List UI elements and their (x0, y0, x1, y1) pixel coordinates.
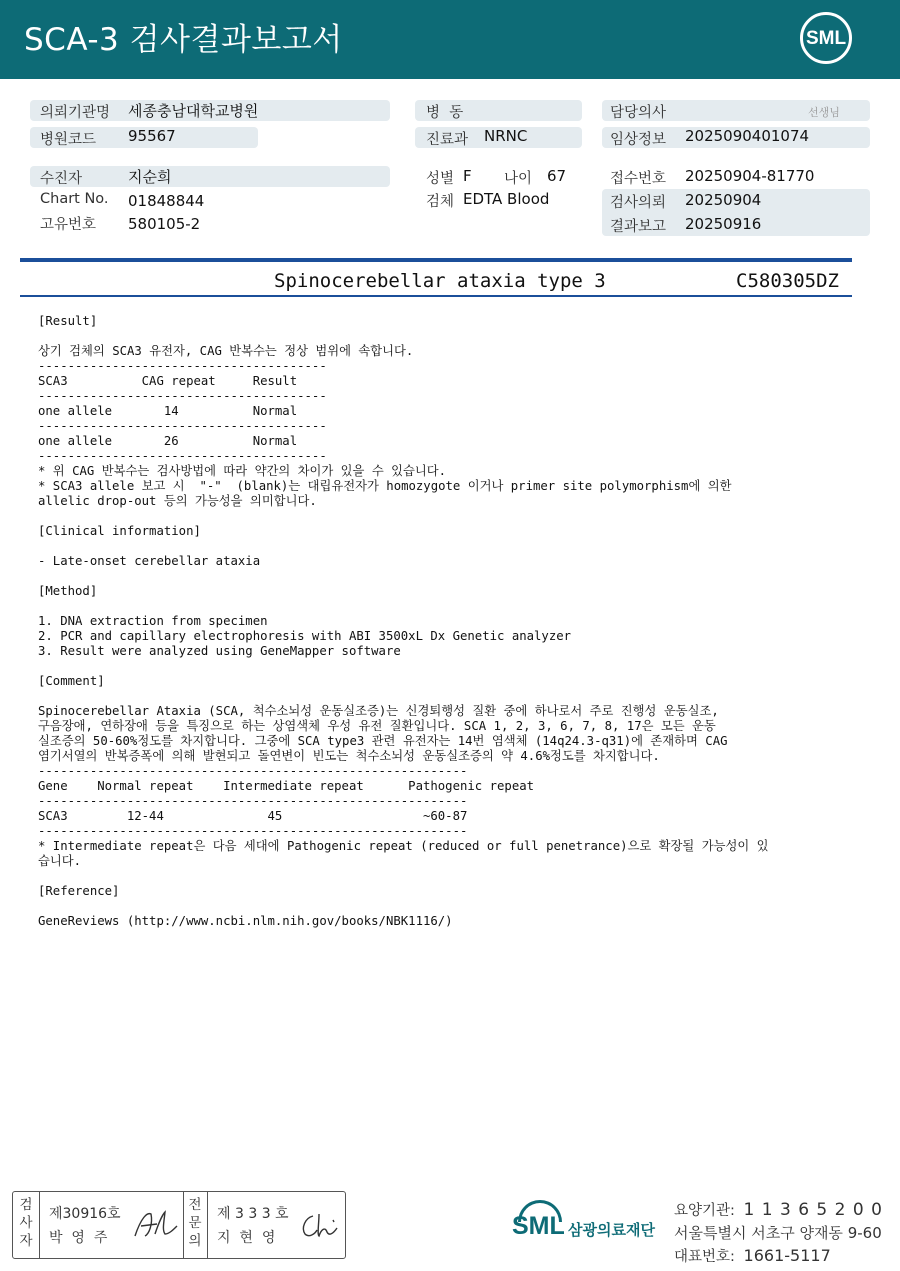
specialist-name: 지 현 영 (217, 1230, 276, 1246)
stamp-divider (39, 1192, 40, 1258)
report-line: 1. DNA extraction from specimen (38, 614, 268, 628)
report-line (38, 689, 769, 704)
report-line: * 위 CAG 반복수는 검사방법에 따라 약간의 차이가 있을 수 있습니다. (38, 464, 447, 478)
report-line: ---------------------------------------------------------- (38, 824, 468, 838)
sex-label: 성별 (426, 171, 455, 187)
care-code: 요양기관: 1 1 3 6 5 2 0 0 (674, 1200, 883, 1220)
doctor-label: 담당의사 (610, 105, 667, 121)
report-line: SCA3 12-44 45 ~60-87 (38, 809, 468, 823)
report-date-label: 결과보고 (610, 219, 667, 235)
receipt-value: 20250904-81770 (685, 167, 815, 185)
report-line: 습니다. (38, 854, 82, 868)
specialist-vertical-label: 전 문 의 (188, 1197, 202, 1249)
report-date-value: 20250916 (685, 215, 762, 233)
stamp-divider (207, 1192, 208, 1258)
report-line: * Intermediate repeat은 다음 세대에 Pathogenic repeat (reduced or full penetrance)으로 확장될 가능성이 있 (38, 839, 769, 853)
examiner-signature (131, 1208, 181, 1242)
report-line: [Result] (38, 314, 98, 328)
report-line: Gene Normal repeat Intermediate repeat Pathogenic repeat (38, 779, 535, 793)
report-line: 2. PCR and capillary electrophoresis with ABI 3500xL Dx Genetic analyzer (38, 629, 572, 643)
report-line: - Late-onset cerebellar ataxia (38, 554, 261, 568)
institution-value: 세종충남대학교병원 (128, 102, 259, 120)
signature-stamp (12, 1191, 346, 1259)
id-value: 580105-2 (128, 215, 201, 233)
phone: 대표번호: 1661-5117 (674, 1246, 831, 1265)
report-line (38, 569, 769, 584)
report-line: --------------------------------------- (38, 449, 327, 463)
age-value: 67 (547, 167, 567, 185)
dept-value: NRNC (484, 127, 528, 145)
examiner-vertical-label: 검 사 자 (19, 1197, 33, 1249)
report-line: [Comment] (38, 674, 105, 688)
report-line (38, 599, 769, 614)
patient-field (30, 166, 390, 187)
patient-label: 수진자 (40, 171, 83, 187)
report-line: --------------------------------------- (38, 419, 327, 433)
title-underline (20, 295, 852, 297)
patient-value: 지순희 (128, 168, 172, 186)
section-divider (20, 258, 852, 262)
dept-label: 진료과 (426, 132, 469, 148)
clinical-value: 2025090401074 (685, 127, 810, 145)
report-line: --------------------------------------- (38, 389, 327, 403)
stamp-divider (183, 1192, 184, 1258)
report-line: 염기서열의 반복증폭에 의해 발현되고 돌연변이 빈도는 척수소뇌성 운동실조증의 약 4.6%정도를 차지합니다. (38, 749, 660, 763)
report-line: 3. Result were analyzed using GeneMapper software (38, 644, 401, 658)
report-line: ---------------------------------------------------------- (38, 764, 468, 778)
report-line: [Reference] (38, 884, 120, 898)
address: 서울특별시 서초구 양재동 9-60 (674, 1224, 882, 1242)
report-line: 상기 검체의 SCA3 유전자, CAG 반복수는 정상 범위에 속합니다. (38, 344, 414, 358)
sml-logo-text: SML (805, 28, 847, 49)
report-line: allelic drop-out 등의 가능성을 의미합니다. (38, 494, 317, 508)
request-label: 검사의뢰 (610, 195, 667, 211)
chart-label: Chart No. (40, 191, 109, 207)
report-title: SCA-3 검사결과보고서 (24, 22, 343, 58)
specimen-label: 검체 (426, 194, 455, 210)
report-line: 구음장애, 연하장애 등을 특징으로 하는 상염색체 우성 유전 질환입니다. SCA 1, 2, 3, 6, 7, 8, 17은 모든 운동 (38, 719, 716, 733)
request-value: 20250904 (685, 191, 762, 209)
sml-logo (800, 12, 852, 64)
age-label: 나이 (504, 171, 533, 187)
report-line (38, 659, 769, 674)
report-line: --------------------------------------- (38, 359, 327, 373)
report-line: Spinocerebellar Ataxia (SCA, 척수소뇌성 운동실조증)는 신경퇴행성 질환 중에 하나로서 주로 진행성 운동실조, (38, 704, 719, 718)
report-line: one allele 26 Normal (38, 434, 298, 448)
report-line: ---------------------------------------------------------- (38, 794, 468, 808)
footer-logo-text: SML (512, 1212, 565, 1240)
test-code: C580305DZ (736, 270, 839, 292)
report-line (38, 869, 769, 884)
report-line: [Clinical information] (38, 524, 201, 538)
clinical-label: 임상정보 (610, 132, 667, 148)
sex-value: F (463, 167, 472, 185)
specimen-value: EDTA Blood (463, 190, 550, 208)
examiner-license: 제30916호 (49, 1206, 121, 1222)
report-line (38, 509, 769, 524)
report-line: * SCA3 allele 보고 시 "-" (blank)는 대립유전자가 homozygote 이거나 primer site polymorphism에 의한 (38, 479, 732, 493)
report-line: GeneReviews (http://www.ncbi.nlm.nih.gov/books/NBK1116/) (38, 914, 453, 928)
specialist-license: 제 3 3 3 호 (217, 1206, 289, 1222)
doctor-value: 선생님 (808, 106, 840, 119)
test-name: Spinocerebellar ataxia type 3 (274, 270, 606, 292)
footer-org-name: 삼광의료재단 (568, 1221, 655, 1239)
report-line: SCA3 CAG repeat Result (38, 374, 298, 388)
report-line (38, 539, 769, 554)
hospital-code-value: 95567 (128, 127, 176, 145)
ward-label: 병 동 (426, 105, 464, 121)
report-line (38, 329, 769, 344)
report-body (38, 314, 769, 929)
report-line: [Method] (38, 584, 98, 598)
examiner-name: 박 영 주 (49, 1230, 108, 1246)
report-line: 실조증의 50-60%정도를 차지합니다. 그중에 SCA type3 관련 유전자는 14번 염색체 (14q24.3-q31)에 존재하며 CAG (38, 734, 728, 748)
report-line (38, 899, 769, 914)
id-label: 고유번호 (40, 217, 97, 233)
institution-label: 의뢰기관명 (40, 105, 111, 121)
hospital-code-label: 병원코드 (40, 132, 97, 148)
chart-value: 01848844 (128, 192, 205, 210)
receipt-label: 접수번호 (610, 171, 667, 187)
specialist-signature (297, 1208, 343, 1242)
report-header (0, 0, 900, 79)
report-line: one allele 14 Normal (38, 404, 298, 418)
